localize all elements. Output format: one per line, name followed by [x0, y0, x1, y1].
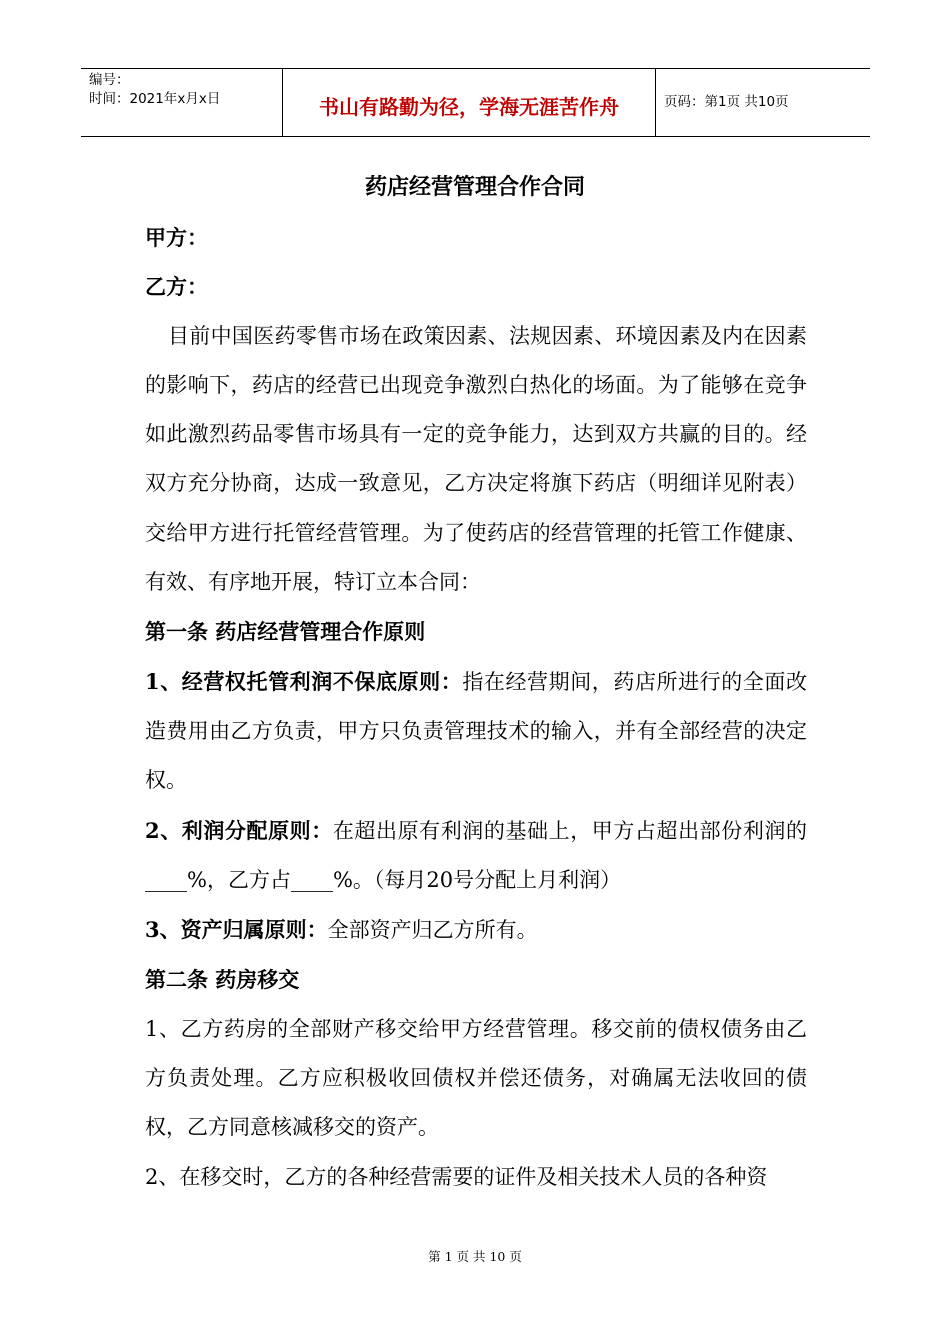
- article-1-clause-3: [145, 905, 807, 955]
- document-body: [145, 213, 807, 1202]
- header-motto-cell: [282, 69, 656, 136]
- page-label: 页码：第1页 共10页: [664, 94, 789, 110]
- header-meta-cell: [81, 69, 281, 136]
- article-1-clause-1: [145, 657, 807, 806]
- article-1-clause-2: [145, 806, 807, 906]
- time-label: 时间：2021年x月x日: [89, 91, 221, 107]
- party-b: 乙方：: [145, 274, 208, 300]
- clause-text: 在超出原有利润的基础上，甲方占超出部份利润的____%，乙方占____%。（每月20号分配上月利润）: [145, 818, 807, 892]
- clause-heading: 1、经营权托管利润不保底原则：: [145, 668, 463, 694]
- page-footer: 第 1 页 共 10 页: [428, 1249, 522, 1264]
- clause-heading: 2、利润分配原则：: [145, 817, 333, 843]
- article-1-title: 第一条 药店经营管理合作原则: [145, 619, 426, 645]
- article-2-title: 第二条 药房移交: [145, 967, 300, 993]
- number-label: 编号：: [89, 72, 130, 88]
- header-table: [81, 68, 870, 137]
- clause-text: 全部资产归乙方所有。: [327, 918, 538, 943]
- document-title: 药店经营管理合作合同: [364, 175, 585, 200]
- article-2-clause-1: 1、乙方药房的全部财产移交给甲方经营管理。移交前的债权债务由乙方负责处理。乙方应积极收回债权并偿还债务，对确属无法收回的债权，乙方同意核减移交的资产。: [145, 1016, 807, 1140]
- clause-text: 指在经营期间，药店所进行的全面改造费用由乙方负责，甲方只负责管理技术的输入，并有全部经营的决定权。: [145, 669, 807, 793]
- party-a: 甲方：: [145, 225, 208, 250]
- header-page-cell: [655, 69, 870, 136]
- clause-heading: 3、资产归属原则：: [145, 917, 328, 943]
- motto-text: 书山有路勤为径，学海无涯苦作舟: [319, 95, 619, 119]
- intro-paragraph: 目前中国医药零售市场在政策因素、法规因素、环境因素及内在因素的影响下，药店的经营已出现竞争激烈白热化的场面。为了能够在竞争如此激烈药品零售市场具有一定的竞争能力，达到双方共赢的目的。经双方充分协商，达成一致意见，乙方决定将旗下药店（明细详见附表）交给甲方进行托管经营管理。为了使药店的经营管理的托管工作健康、有效、有序地开展，特订立本合同：: [145, 323, 807, 595]
- article-2-clause-2: 2、在移交时，乙方的各种经营需要的证件及相关技术人员的各种资: [145, 1164, 768, 1189]
